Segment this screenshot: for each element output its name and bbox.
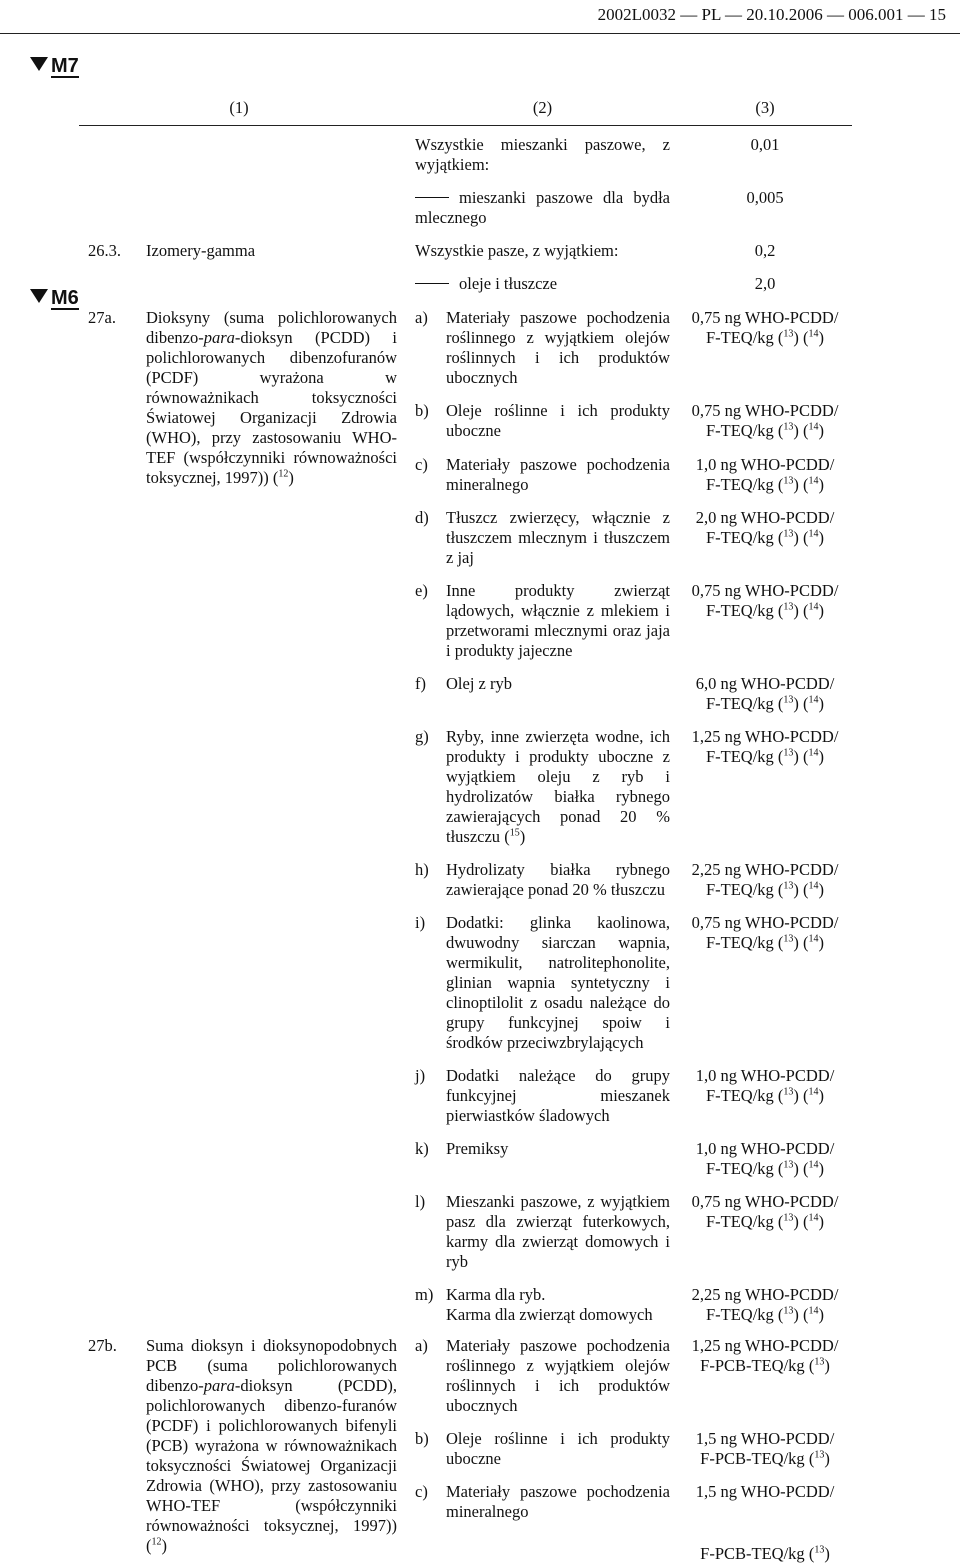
item-label: j): [415, 1066, 426, 1085]
item-product: Materiały paszowe pochodzenia roślinnego z wyjątkiem olejów roślinnych i ich produktów ubocznych: [446, 1336, 670, 1415]
item-value: 2,25 ng WHO-PCDD/ F-TEQ/kg ($^{13}$) ($^{14}$): [691, 860, 839, 899]
item-product: Inne produkty zwierząt lądowych, włącznie z mlekiem i przetworami mlecznymi oraz jaja i produkty jajeczne: [446, 581, 670, 660]
item-label: l): [415, 1192, 426, 1211]
item-label: a): [415, 308, 428, 327]
row-number: 26.3.: [88, 241, 121, 260]
item-value: 0,75 ng WHO-PCDD/ F-TEQ/kg ($^{13}$) ($^{14}$): [691, 308, 839, 347]
item-label: f): [415, 674, 426, 693]
item-label: c): [415, 1482, 428, 1501]
dash-icon: [415, 197, 449, 198]
item-label: b): [415, 1429, 429, 1448]
item-value: 1,5 ng WHO-PCDD/ F-PCB-TEQ/kg ($^{13}$): [695, 1429, 835, 1468]
row-number: 27b.: [88, 1336, 117, 1355]
item-label: e): [415, 581, 428, 600]
item-value: 0,75 ng WHO-PCDD/ F-TEQ/kg ($^{13}$) ($^{14}$): [691, 401, 839, 440]
value-cell: 0,01: [750, 135, 780, 154]
triangle-down-icon: [30, 57, 48, 71]
product-cell: Wszystkie pasze, z wyjątkiem:: [415, 241, 619, 260]
item-value: 1,0 ng WHO-PCDD/ F-TEQ/kg ($^{13}$) ($^{14}$): [695, 1139, 835, 1178]
document-reference: 2002L0032 — PL — 20.10.2006 — 006.001 — 15: [597, 5, 946, 24]
item-value: 1,25 ng WHO-PCDD/ F-PCB-TEQ/kg ($^{13}$): [691, 1336, 839, 1375]
marker-m6: M6: [30, 288, 79, 310]
item-label: b): [415, 401, 429, 420]
item-product: Tłuszcz zwierzęcy, włącznie z tłuszczem mlecznym i tłuszczem z jaj: [446, 508, 670, 567]
column-header-3: (3): [755, 98, 775, 117]
value-cell: 0,2: [754, 241, 776, 260]
item-label: h): [415, 860, 429, 879]
column-header-rule: [79, 125, 852, 126]
item-value: 6,0 ng WHO-PCDD/ F-TEQ/kg ($^{13}$) ($^{14}$): [695, 674, 835, 713]
item-product: Hydrolizaty białka rybnego zawierające ponad 20 % tłuszczu: [446, 860, 670, 899]
item-value: 0,75 ng WHO-PCDD/ F-TEQ/kg ($^{13}$) ($^{14}$): [691, 581, 839, 620]
substance-cell: Dioksyny (suma polichlorowanych dibenzo-para-dioksyn (PCDD) i polichlorowanych dibenzofuranów (PCDF) wyrażona w równoważnikach toksyczności Światowej Organizacji Zdrowia (WHO), przy zastosowaniu WHO-TEF (współczynniki równoważności toksycznej, 1997)) ($^{12}$): [146, 308, 397, 487]
item-label: c): [415, 455, 428, 474]
item-value: 1,0 ng WHO-PCDD/ F-TEQ/kg ($^{13}$) ($^{14}$): [695, 455, 835, 494]
item-product: Karma dla ryb. Karma dla zwierząt domowych: [446, 1285, 653, 1324]
substance-cell: Suma dioksyn i dioksynopodobnych PCB (suma polichlorowanych dibenzo-para-dioksyn (PCDD), polichlorowanych dibenzo-furanów (PCDF) i polichlorowanych bifenyli (PCB) wyrażona w równoważnikach toksyczności Światowej Organizacji Zdrowia (WHO), przy zastosowaniu WHO-TEF (współczynniki równoważności toksycznej, 1997)) ($^{12}$): [146, 1336, 397, 1555]
item-product: Mieszanki paszowe, z wyjątkiem pasz dla zwierząt futerkowych, karmy dla zwierząt domowych i ryb: [446, 1192, 670, 1271]
row-number: 27a.: [88, 308, 116, 327]
item-product: Dodatki należące do grupy funkcyjnej mieszanek pierwiastków śladowych: [446, 1066, 670, 1125]
item-label: k): [415, 1139, 429, 1158]
value-cell: 0,005: [746, 188, 784, 207]
column-header-1: (1): [229, 98, 249, 117]
item-product: Materiały paszowe pochodzenia mineralnego: [446, 455, 670, 494]
item-product: Oleje roślinne i ich produkty uboczne: [446, 401, 670, 440]
item-label: i): [415, 913, 426, 932]
product-cell: Wszystkie mieszanki paszowe, z wyjątkiem:: [415, 135, 670, 174]
item-value: 2,25 ng WHO-PCDD/ F-TEQ/kg ($^{13}$) ($^{14}$): [691, 1285, 839, 1324]
value-cell: 2,0: [754, 274, 776, 293]
triangle-down-icon: [30, 289, 48, 303]
product-cell: mieszanki paszowe dla bydła mlecznego: [415, 188, 670, 227]
item-label: g): [415, 727, 429, 746]
item-product: Dodatki: glinka kaolinowa, dwuwodny siarczan wapnia, wermikulit, natrolitephonolite, glinian wapnia syntetyczny i clinoptilolit z osadu należące do grupy funkcyjnej spoiw i środków przeciwzbrylających: [446, 913, 670, 1052]
header-rule: [0, 33, 960, 34]
item-value: 0,75 ng WHO-PCDD/ F-TEQ/kg ($^{13}$) ($^{14}$): [691, 1192, 839, 1231]
item-product: Olej z ryb: [446, 674, 512, 693]
item-value: 1,5 ng WHO-PCDD/ F-PCB-TEQ/kg ($^{13}$): [695, 1482, 835, 1563]
item-value: 0,75 ng WHO-PCDD/ F-TEQ/kg ($^{13}$) ($^{14}$): [691, 913, 839, 952]
item-product: Ryby, inne zwierzęta wodne, ich produkty i produkty uboczne z wyjątkiem oleju z ryb i hydrolizatów białka rybnego zawierających ponad 20 % tłuszczu ($^{15}$): [446, 727, 670, 846]
item-label: a): [415, 1336, 428, 1355]
item-value: 1,25 ng WHO-PCDD/ F-TEQ/kg ($^{13}$) ($^{14}$): [691, 727, 839, 766]
item-product: Oleje roślinne i ich produkty uboczne: [446, 1429, 670, 1468]
column-header-2: (2): [532, 98, 553, 117]
item-label: d): [415, 508, 429, 527]
item-value: 2,0 ng WHO-PCDD/ F-TEQ/kg ($^{13}$) ($^{14}$): [695, 508, 835, 547]
substance-cell: Izomery-gamma: [146, 241, 256, 260]
product-cell: oleje i tłuszcze: [415, 274, 670, 294]
item-product: Materiały paszowe pochodzenia mineralnego: [446, 1482, 670, 1521]
item-label: m): [415, 1285, 434, 1304]
item-product: Materiały paszowe pochodzenia roślinnego z wyjątkiem olejów roślinnych i ich produktów ubocznych: [446, 308, 670, 387]
dash-icon: [415, 283, 449, 284]
item-value: 1,0 ng WHO-PCDD/ F-TEQ/kg ($^{13}$) ($^{14}$): [695, 1066, 835, 1105]
marker-m7: M7: [30, 56, 79, 78]
item-product: Premiksy: [446, 1139, 509, 1158]
